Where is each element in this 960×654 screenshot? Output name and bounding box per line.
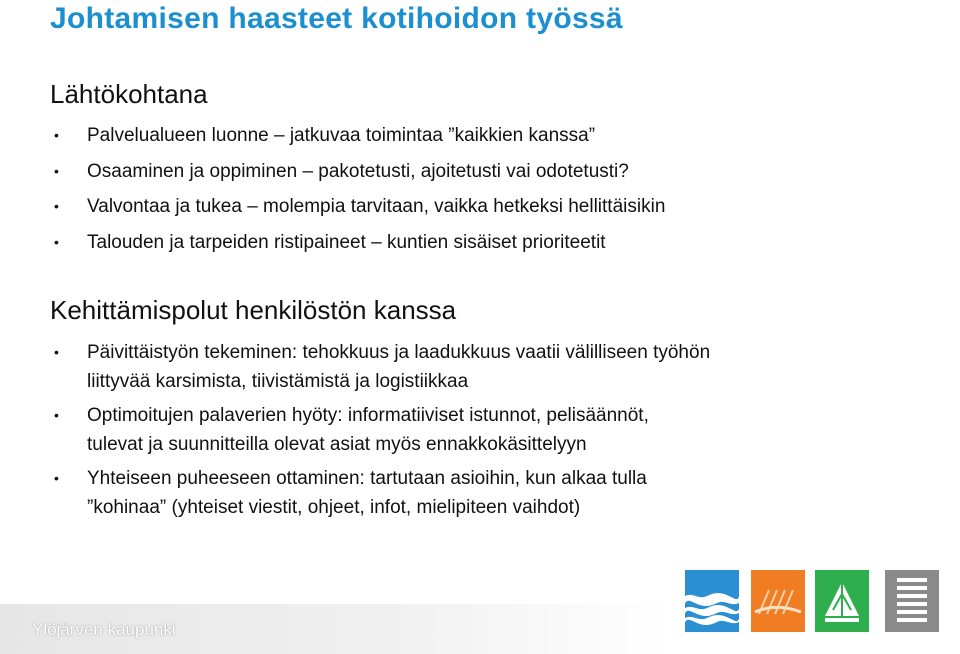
list-item bbox=[50, 154, 665, 190]
list-item bbox=[50, 225, 665, 261]
bullet-icon: • bbox=[54, 407, 59, 423]
list-item-text: Valvontaa ja tukea – molempia tarvitaan, vaikka hetkeksi hellittäisikin bbox=[87, 196, 666, 217]
list-item bbox=[50, 189, 665, 225]
field-logo-icon bbox=[751, 570, 805, 632]
list-item bbox=[50, 401, 710, 459]
building-floor-3 bbox=[897, 594, 927, 598]
list-item-text-line-1: Optimoitujen palaverien hyöty: informatiiviset istunnot, pelisäännöt, bbox=[87, 405, 649, 426]
bullet-icon: • bbox=[54, 162, 59, 179]
bullet-icon: • bbox=[54, 198, 59, 214]
starting-points-list bbox=[50, 118, 665, 260]
building-floor-1 bbox=[897, 578, 927, 582]
water-logo-icon bbox=[685, 570, 739, 632]
list-item bbox=[50, 338, 710, 396]
bullet-icon: • bbox=[54, 127, 59, 143]
slide-title: Johtamisen haasteet kotihoidon työssä bbox=[50, 2, 623, 35]
list-item-text-line-1: Päivittäistyön tekeminen: tehokkuus ja laadukkuus vaatii välilliseen työhön bbox=[87, 342, 711, 363]
list-item-text: Palvelualueen luonne – jatkuvaa toimintaa ”kaikkien kanssa” bbox=[87, 125, 596, 146]
bullet-icon: • bbox=[54, 233, 59, 250]
list-item-text-line-2: tulevat ja suunnitteilla olevat asiat myös ennakkokäsittelyyn bbox=[87, 434, 587, 455]
building-floor-6 bbox=[897, 618, 927, 622]
bullet-icon: • bbox=[54, 344, 59, 360]
forest-ground bbox=[825, 618, 859, 622]
list-item-text: Osaaminen ja oppiminen – pakotetusti, ajoitetusti vai odotetusti? bbox=[87, 160, 629, 182]
building-floor-5 bbox=[897, 610, 927, 614]
list-item-text: Talouden ja tarpeiden ristipaineet – kuntien sisäiset prioriteetit bbox=[87, 231, 606, 253]
list-item-text-line-2: ”kohinaa” (yhteiset viestit, ohjeet, infot, mielipiteen vaihdot) bbox=[87, 497, 581, 518]
building-logo-icon bbox=[885, 570, 939, 632]
list-item-text-line-1: Yhteiseen puheeseen ottaminen: tartutaan asioihin, kun alkaa tulla bbox=[87, 468, 647, 489]
section-heading-development-paths: Kehittämispolut henkilöstön kanssa bbox=[50, 295, 457, 325]
building-floor-2 bbox=[897, 586, 927, 590]
list-item bbox=[50, 464, 710, 522]
city-logo-icons bbox=[685, 570, 939, 632]
field-logo-background bbox=[751, 570, 805, 632]
building-floor-4 bbox=[897, 602, 927, 606]
list-item-text-line-2: liittyvää karsimista, tiivistämistä ja logistiikkaa bbox=[87, 371, 469, 392]
footer-organization: Ylöjärven kaupunki bbox=[32, 620, 176, 639]
bullet-icon: • bbox=[54, 470, 59, 486]
forest-logo-icon bbox=[815, 570, 869, 632]
section-heading-starting-points: Lähtökohtana bbox=[50, 79, 208, 109]
list-item bbox=[50, 118, 665, 154]
development-paths-list bbox=[50, 338, 710, 527]
